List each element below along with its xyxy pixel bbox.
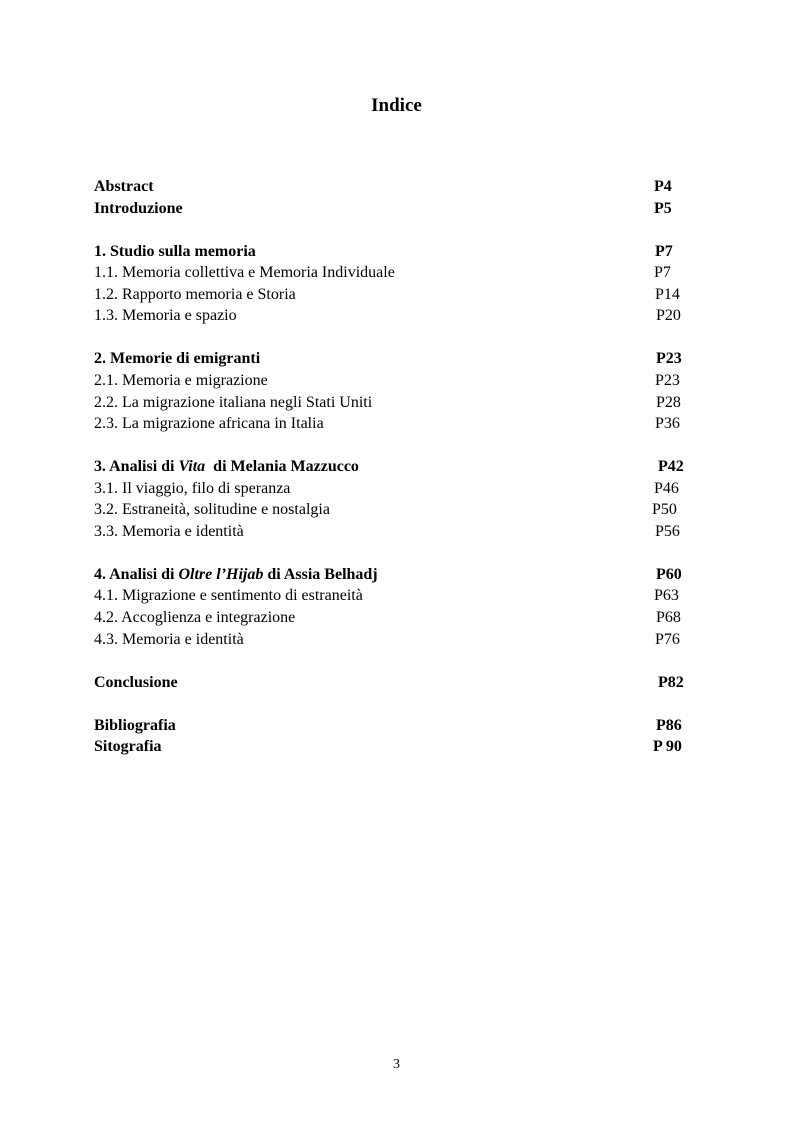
toc-entry-label: 1.3. Memoria e spazio	[94, 307, 237, 325]
table-of-contents	[94, 176, 694, 758]
toc-entry-page: P36	[655, 415, 680, 433]
toc-entry-chapter-4[interactable]	[94, 564, 694, 586]
toc-entry-label: Bibliografia	[94, 716, 176, 734]
toc-entry-bibliografia[interactable]	[94, 715, 694, 737]
toc-entry-1-2[interactable]	[94, 284, 694, 306]
toc-entry-page: P50	[652, 501, 677, 519]
toc-entry-page: P76	[655, 630, 680, 648]
toc-entry-page: P4	[654, 178, 672, 195]
toc-entry-label	[94, 564, 378, 586]
toc-entry-page: P42	[658, 458, 684, 476]
page-number: 3	[393, 1057, 400, 1072]
toc-entry-page: P68	[656, 609, 681, 627]
toc-entry-chapter-3[interactable]	[94, 456, 694, 478]
toc-entry-2-1[interactable]	[94, 370, 694, 392]
toc-entry-introduzione[interactable]	[94, 198, 694, 220]
toc-entry-page: P23	[655, 371, 680, 389]
toc-entry-4-2[interactable]	[94, 607, 694, 629]
toc-entry-2-3[interactable]	[94, 413, 694, 435]
toc-entry-page: P46	[654, 479, 679, 497]
toc-entry-1-1[interactable]	[94, 262, 694, 284]
toc-entry-page: P82	[658, 673, 684, 691]
toc-entry-label-part: di Assia Belhadj	[263, 565, 378, 583]
toc-entry-page: P56	[655, 522, 680, 540]
toc-entry-page: P14	[655, 285, 680, 303]
toc-entry-4-3[interactable]	[94, 629, 694, 651]
toc-entry-label-part: 4. Analisi di	[94, 565, 179, 583]
toc-entry-page: P23	[656, 350, 682, 368]
toc-entry-conclusione[interactable]	[94, 672, 694, 694]
toc-entry-label-part: di Melania Mazzucco	[205, 458, 359, 476]
book-title-italic: Vita	[178, 458, 206, 476]
toc-entry-label: Sitografia	[94, 738, 162, 756]
toc-entry-label: 4.3. Memoria e identità	[94, 630, 244, 648]
toc-entry-label: 1. Studio sulla memoria	[94, 242, 256, 260]
toc-entry-label: 2.2. La migrazione italiana negli Stati Uniti	[94, 393, 373, 411]
toc-entry-page: P20	[656, 307, 681, 325]
toc-entry-label-part: 3. Analisi di	[94, 458, 179, 476]
toc-entry-label: 3.2. Estraneità, solitudine e nostalgia	[94, 501, 330, 519]
toc-entry-page: P5	[654, 199, 672, 217]
toc-entry-label: 4.1. Migrazione e sentimento di estraneità	[94, 587, 363, 605]
toc-entry-abstract[interactable]	[94, 176, 694, 198]
toc-entry-3-1[interactable]	[94, 478, 694, 500]
toc-entry-chapter-2[interactable]	[94, 348, 694, 370]
toc-entry-chapter-1[interactable]	[94, 241, 694, 263]
toc-entry-label: Abstract	[94, 178, 154, 195]
toc-entry-label: 3.1. Il viaggio, filo di speranza	[94, 479, 291, 497]
toc-entry-sitografia[interactable]	[94, 736, 694, 758]
toc-entry-4-1[interactable]	[94, 585, 694, 607]
toc-entry-page: P86	[656, 716, 682, 734]
toc-entry-1-3[interactable]	[94, 305, 694, 327]
book-title-italic: Oltre l’Hijab	[178, 565, 264, 583]
toc-entry-label: 2.3. La migrazione africana in Italia	[94, 415, 324, 433]
toc-entry-page: P7	[654, 264, 671, 282]
toc-entry-label	[94, 456, 359, 478]
toc-entry-page: P 90	[653, 738, 682, 756]
toc-entry-3-3[interactable]	[94, 521, 694, 543]
toc-entry-label: 1.1. Memoria collettiva e Memoria Individuale	[94, 264, 395, 282]
toc-entry-label: Conclusione	[94, 673, 178, 691]
toc-entry-label: 4.2. Accoglienza e integrazione	[94, 609, 296, 627]
toc-entry-label: 2. Memorie di emigranti	[94, 350, 261, 368]
toc-entry-page: P63	[654, 587, 679, 605]
toc-entry-label: 2.1. Memoria e migrazione	[94, 371, 268, 389]
toc-entry-label: 1.2. Rapporto memoria e Storia	[94, 285, 296, 303]
toc-entry-3-2[interactable]	[94, 499, 694, 521]
toc-entry-page: P28	[656, 393, 681, 411]
toc-entry-2-2[interactable]	[94, 392, 694, 414]
page-title: Indice	[371, 95, 422, 116]
toc-entry-page: P60	[656, 565, 682, 583]
toc-entry-page: P7	[655, 242, 673, 260]
toc-entry-label: 3.3. Memoria e identità	[94, 522, 244, 540]
toc-entry-label: Introduzione	[94, 199, 183, 217]
